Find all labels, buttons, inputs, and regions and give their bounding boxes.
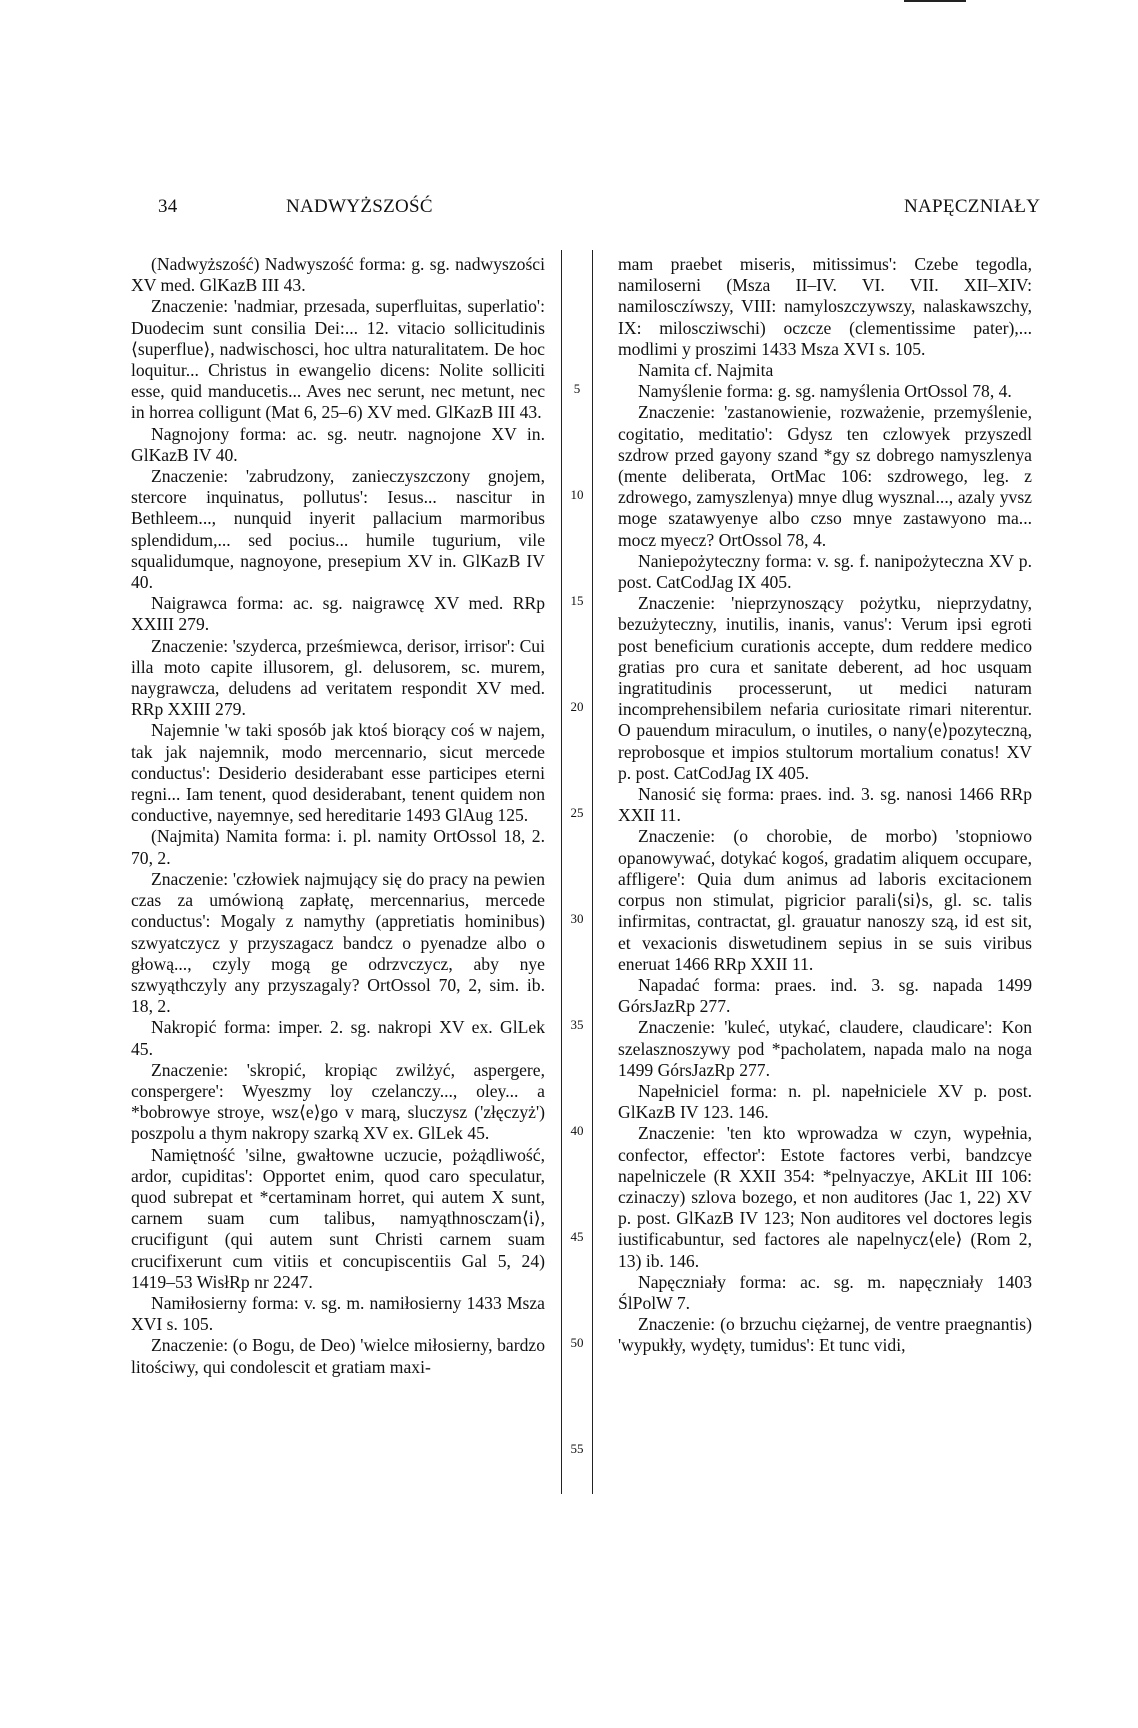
entry-paragraph: Nanosić się forma: praes. ind. 3. sg. nanosi 1466 RRp XXII 11.	[618, 784, 1032, 826]
line-number: 45	[570, 1229, 584, 1244]
dictionary-column-right	[618, 254, 1032, 1357]
entry-paragraph: Znaczenie: 'kuleć, utykać, claudere, claudicare': Kon szelasznoszywy pod *pacholatem, napada malo na noga 1499 GórsJazRp 277.	[618, 1017, 1032, 1080]
entry-paragraph: Nagnojony forma: ac. sg. neutr. nagnojone XV in. GlKazB IV 40.	[131, 423, 545, 465]
running-head-left: NADWYŻSZOŚĆ	[286, 196, 433, 217]
dictionary-column-left	[131, 254, 545, 1378]
entry-paragraph: Znaczenie: 'człowiek najmujący się do pracy na pewien czas za umówioną zapłatę, mercennarius, mercede conductus': Mogaly z namythy (appretiatis hominibus) szwyatczycz y przyszagacz bandcz o pyenadze albo o głową..., czyly mogą ge odrzvczycz, aby nye szwyąthczyly any przyszagaly? OrtOssol 70, 2, sim. ib. 18, 2.	[131, 868, 545, 1017]
entry-paragraph: Namiłosierny forma: v. sg. m. namiłosierny 1433 Msza XVI s. 105.	[131, 1292, 545, 1335]
line-number: 50	[570, 1335, 584, 1350]
entry-paragraph: (Nadwyższość) Nadwyszość forma: g. sg. nadwyszości XV med. GlKazB III 43.	[131, 254, 545, 296]
entry-paragraph: Naniepożyteczny forma: v. sg. f. nanipożyteczna XV p. post. CatCodJag IX 405.	[618, 550, 1032, 593]
entry-paragraph: Znaczenie: 'skropić, kropiąc zwilżyć, aspergere, conspergere': Wyeszmy loy czelanczy..., oley... a *bobrowye stroye, wsz⟨e⟩go v marą, sluczysz ('złęczyż') poszpolu a thym nakropy szarką XV ex. GlLek 45.	[131, 1059, 545, 1144]
line-number: 30	[570, 911, 584, 926]
entry-paragraph: Najemnie 'w taki sposób jak ktoś biorący coś w najem, tak jak najemnik, modo mercennario, sicut mercede conductus': Desiderio desiderabant esse participes eterni regni... Iam tenent, quod desiderabant, tenent quidem non conductive, nayemnye, sed hereditarie 1493 GlAug 125.	[131, 720, 545, 826]
entry-paragraph: Znaczenie: (o brzuchu ciężarnej, de ventre praegnantis) 'wypukły, wydęty, tumidus': Et tunc vidi,	[618, 1314, 1032, 1356]
entry-paragraph: Napęczniały forma: ac. sg. m. napęczniały 1403 ŚlPolW 7.	[618, 1271, 1032, 1313]
entry-paragraph: Znaczenie: 'nadmiar, przesada, superfluitas, superlatio': Duodecim sunt consilia Dei:... 12. vitacio sollicitudinis ⟨superflue⟩, nadwischosci, hoc ultra naturalitatem. De hoc loquitur... Christus in ewangelio dicens: Nolite solliciti esse, quid manducetis... Aves nec serunt, nec metunt, nec in horrea colligunt (Mat 6, 25–6) XV med. GlKazB III 43.	[131, 296, 545, 423]
page-edge-mark	[904, 0, 966, 2]
entry-paragraph: Znaczenie: 'nieprzynoszący pożytku, nieprzydatny, bezużyteczny, inutilis, inanis, vanus': Verum ipsi egroti post beneficium curationis accepte, dum reddere medico gratias pro cura et sanitate deberent, ad hoc usquam ingratitudinis processerunt, ut medici naturam incomprehensibilem nefaria curiositate rimari niterentur. O pauendum miraculum, o inutiles, o nany⟨e⟩pozyteczną, reprobosque et impios stultorum mortalium conatus! XV p. post. CatCodJag IX 405.	[618, 593, 1032, 783]
line-number: 5	[573, 381, 581, 396]
column-rule-right	[592, 250, 593, 1494]
column-rule-left	[561, 250, 562, 1494]
entry-paragraph: Znaczenie: 'ten kto wprowadza w czyn, wypełnia, confector, effector': Estote factores verbi, bandzcye napelniczele (R XXII 354: *pelnyaczye, AKLit III 106: czinaczy) szlova bozego, et non auditores (Jac 1, 22) XV p. post. GlKazB IV 123; Non auditores vel doctores legis iustificabuntur, sed factores ale napelnycz⟨ele⟩ (Rom 2, 13) ib. 146.	[618, 1123, 1032, 1271]
line-number: 20	[570, 699, 584, 714]
line-number: 40	[570, 1123, 584, 1138]
entry-paragraph: Znaczenie: 'zastanowienie, rozważenie, przemyślenie, cogitatio, meditatio': Gdysz ten czlowyek przyszedl szdrow przed gayony szand *gy sz dobrego namyszlenya (mente deliberata, OrtMac 106: szdrowego, leg. z zdrowego, zamyszlenya) mnye dlug wysznal..., azaly yvsz moge szatawyenye albo czso mnye zastawyono ma... mocz myecz? OrtOssol 78, 4.	[618, 402, 1032, 550]
entry-paragraph: Znaczenie: (o Bogu, de Deo) 'wielce miłosierny, bardzo litościwy, qui condolescit et gratiam maxi-	[131, 1335, 545, 1377]
line-number: 10	[570, 487, 584, 502]
entry-paragraph: Nakropić forma: imper. 2. sg. nakropi XV ex. GlLek 45.	[131, 1017, 545, 1059]
entry-paragraph: Namiętność 'silne, gwałtowne uczucie, pożądliwość, ardor, cupiditas': Opportet enim, quod caro speculatur, quod subrepat et *certaminam horret, qui autem X sunt, carnem suam cum talibus, namyąthnosczam⟨i⟩, crucifigunt (qui autem sunt Christi carnem suam crucifixerunt cum vitiis et concupiscentiis Gal 5, 24) 1419–53 WisłRp nr 2247.	[131, 1144, 545, 1292]
line-number: 35	[570, 1017, 584, 1032]
entry-paragraph: Namita cf. Najmita	[638, 360, 774, 381]
entry-paragraph: Namyślenie forma: g. sg. namyślenia OrtOssol 78, 4.	[638, 381, 1012, 402]
entry-paragraph: Znaczenie: 'zabrudzony, zanieczyszczony gnojem, stercore inquinatus, pollutus': Iesus... nascitur in Bethleem..., nunquid inyerit pallacium marmoribus splendidum,... sed pocius... humile tugurium, vile squalidumque, nagnoyone, presepium XV in. GlKazB IV 40.	[131, 466, 545, 593]
line-number: 55	[570, 1441, 584, 1456]
page-number: 34	[158, 196, 178, 217]
entry-paragraph: Napadać forma: praes. ind. 3. sg. napada 1499 GórsJazRp 277.	[618, 974, 1032, 1017]
entry-paragraph: Napełniciel forma: n. pl. napełniciele XV p. post. GlKazB IV 123. 146.	[618, 1080, 1032, 1123]
entry-paragraph: Znaczenie: (o chorobie, de morbo) 'stopniowo opanowywać, dotykać kogoś, gradatim aliquem occupare, affligere': Quia dum animus ad laboris excitacionem corpus non stimulat, pigricior parali⟨si⟩s, gl. sc. talis infirmitas, contractat, gl. grauatur nanoszy szą, id est sit, et vexacionis diswetudinem sepius in se suis viribus eneruat 1466 RRp XXII 11.	[618, 826, 1032, 974]
line-number: 25	[570, 805, 584, 820]
entry-paragraph: mam praebet miseris, mitissimus': Czebe tegodla, namiloserni (Msza II–IV. VI. VII. XII–XIV: namilosczíwszy, VIII: namyloszczywszy, nalaskawszchy, IX: miloscziwschi) oczcze (clementissime pater),... modlimi y proszimi 1433 Msza XVI s. 105.	[618, 254, 1032, 359]
entry-paragraph: Naigrawca forma: ac. sg. naigrawcę XV med. RRp XXIII 279.	[131, 593, 545, 635]
entry-paragraph: Znaczenie: 'szyderca, prześmiewca, derisor, irrisor': Cui illa moto capite illusorem, gl. delusorem, sc. murem, naygrawcza, deludens ad veritatem respondit XV med. RRp XXIII 279.	[131, 635, 545, 720]
running-head-right: NAPĘCZNIAŁY	[904, 196, 1041, 217]
line-number: 15	[570, 593, 584, 608]
entry-paragraph: (Najmita) Namita forma: i. pl. namity OrtOssol 18, 2. 70, 2.	[131, 826, 545, 868]
